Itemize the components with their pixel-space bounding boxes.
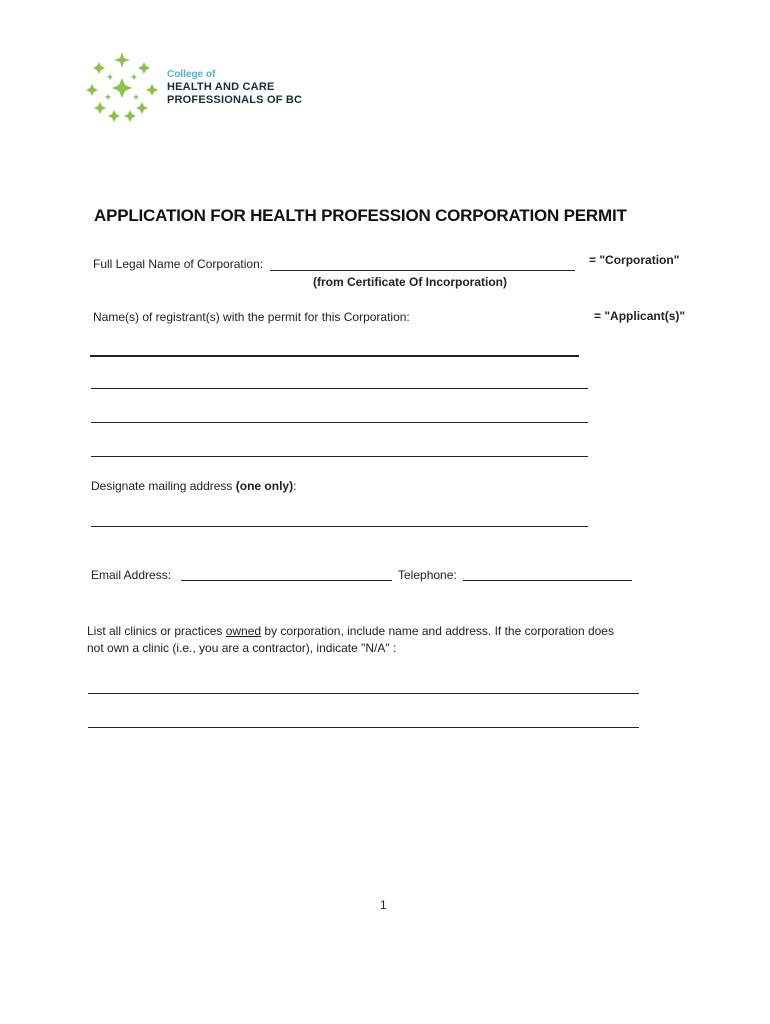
corp-name-label: Full Legal Name of Corporation: [93, 257, 264, 271]
clinics-instructions-line-2: not own a clinic (i.e., you are a contractor), indicate "N/A" : [87, 641, 397, 655]
mailing-address-field[interactable] [91, 512, 588, 527]
email-field[interactable] [181, 566, 392, 581]
college-logo-text [167, 68, 302, 107]
corp-name-field[interactable] [270, 256, 575, 271]
email-label: Email Address: [91, 568, 172, 582]
registrant-field-3[interactable] [91, 408, 588, 423]
logo-line-3: PROFESSIONALS OF BC [167, 94, 303, 106]
registrant-field-2[interactable] [91, 374, 588, 389]
corporation-tag: = "Corporation" [589, 253, 680, 267]
logo-line-1: College of [167, 69, 216, 80]
registrant-field-1[interactable] [90, 341, 579, 357]
college-logo-icon [84, 50, 160, 126]
clinic-field-1[interactable] [88, 679, 639, 694]
form-title: APPLICATION FOR HEALTH PROFESSION CORPORATION PERMIT [94, 206, 627, 225]
clinics-instructions: List all clinics or practices owned by corporation, include name and address. If the corporation does [87, 624, 614, 638]
telephone-label: Telephone: [398, 568, 457, 582]
applicants-tag: = "Applicant(s)" [594, 309, 686, 323]
corp-name-note: (from Certificate Of Incorporation) [313, 275, 508, 289]
mailing-address-label: Designate mailing address (one only): [91, 479, 297, 493]
clinic-field-2[interactable] [88, 713, 639, 728]
registrant-field-4[interactable] [91, 442, 588, 457]
page-number: 1 [380, 898, 387, 912]
telephone-field[interactable] [463, 566, 632, 581]
logo-line-2: HEALTH AND CARE [167, 81, 275, 93]
registrants-label: Name(s) of registrant(s) with the permit for this Corporation: [93, 310, 410, 324]
